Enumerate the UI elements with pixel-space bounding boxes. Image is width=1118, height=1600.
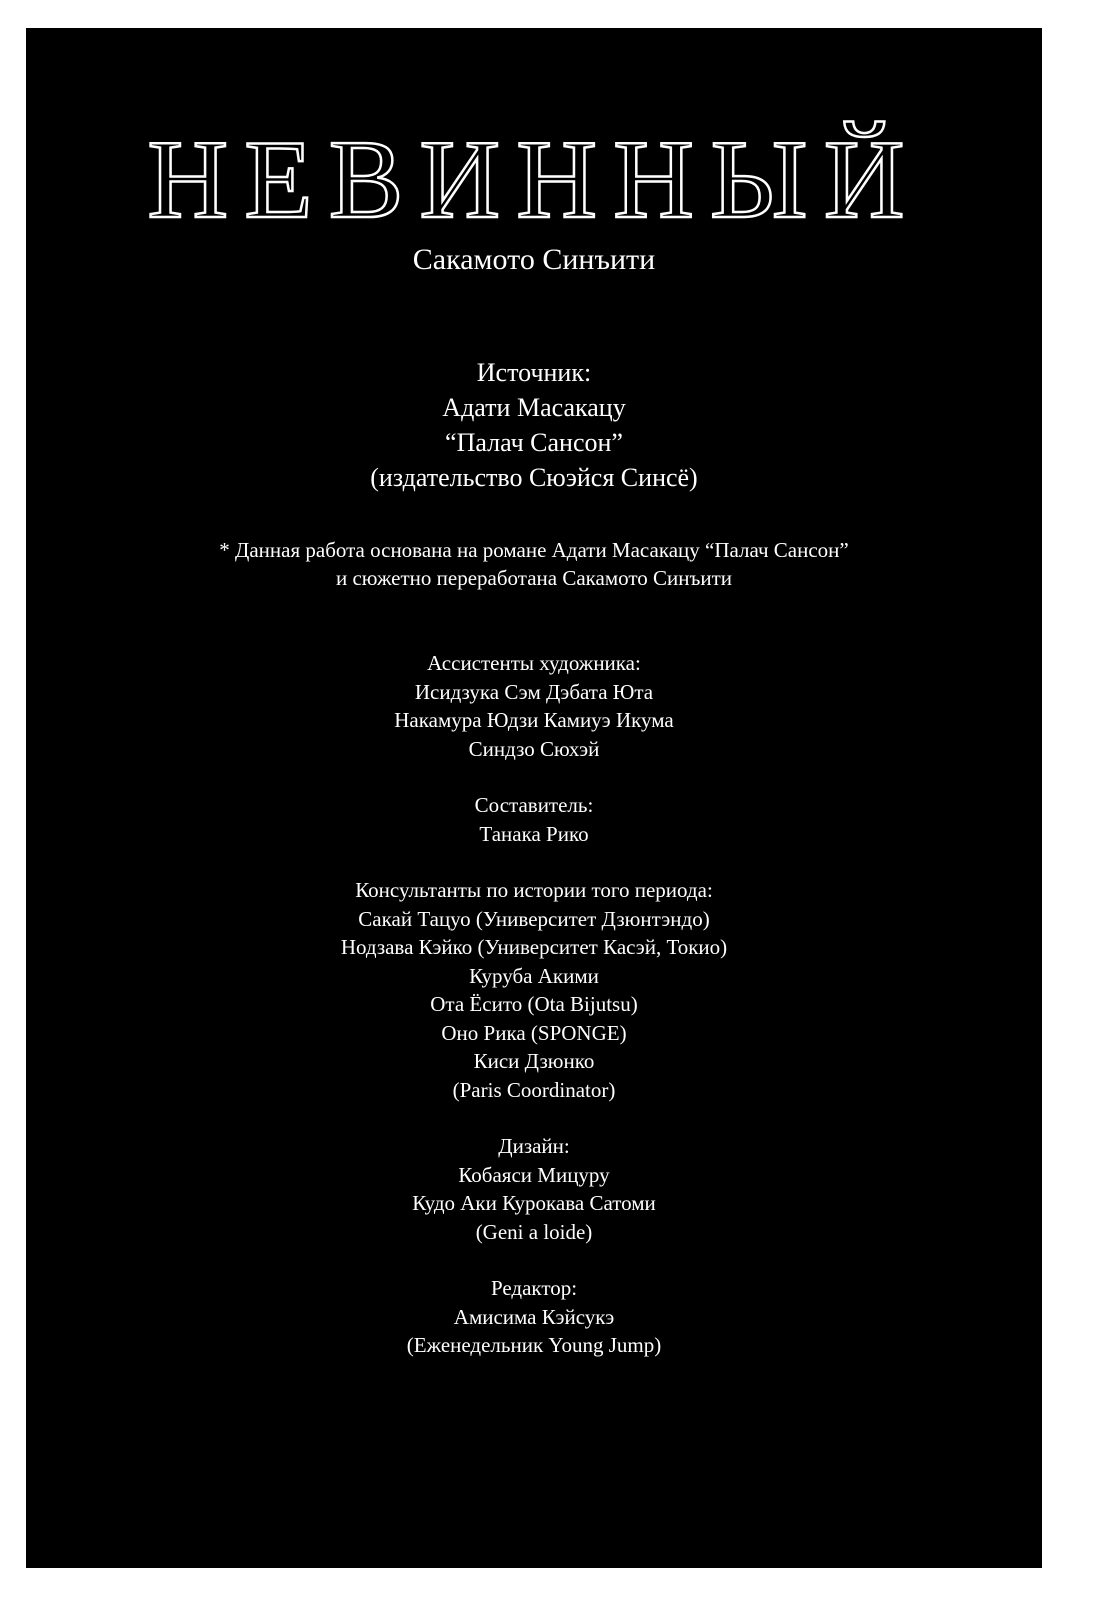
compiler-section xyxy=(26,791,1042,848)
credit-line: Исидзука Сэм Дэбата Юта xyxy=(414,679,654,704)
assistants-heading: Ассистенты художника: xyxy=(427,651,641,675)
credit-line: Кобаяси Мицуру xyxy=(458,1162,610,1187)
book-title: НЕВИННЫЙ xyxy=(147,118,921,242)
credit-line: Сакай Тацуо (Университет Дзюнтэндо) xyxy=(358,906,710,931)
consultants-section xyxy=(26,876,1042,1104)
editor-heading: Редактор: xyxy=(490,1276,578,1300)
source-publisher: (издательство Сюэйся Синсё) xyxy=(370,463,698,492)
note-line: * Данная работа основана на романе Адати Масакацу “Палач Сансон” xyxy=(219,538,849,562)
consultants-heading: Консультанты по истории того периода: xyxy=(355,878,713,902)
credit-line: Синдзо Сюхэй xyxy=(468,736,600,761)
credit-line: (Paris Coordinator) xyxy=(452,1077,616,1102)
credit-line: Танака Рико xyxy=(479,821,589,846)
design-heading: Дизайн: xyxy=(498,1134,570,1158)
assistants-section xyxy=(26,649,1042,763)
staff-credits xyxy=(26,649,1042,1360)
source-author: Адати Масакацу xyxy=(442,393,626,422)
design-section xyxy=(26,1132,1042,1246)
credit-line: Накамура Юдзи Камиуэ Икума xyxy=(394,708,674,732)
credit-line: Оно Рика (SPONGE) xyxy=(441,1020,627,1045)
compiler-heading: Составитель: xyxy=(474,793,594,817)
credit-line: Ота Ёсито (Ota Bijutsu) xyxy=(430,992,638,1016)
editor-section xyxy=(26,1274,1042,1360)
author-name: Сакамото Синъити xyxy=(412,243,656,276)
credit-line: Кудо Аки Курокава Сатоми xyxy=(412,1191,656,1215)
note-line: и сюжетно переработана Сакамото Синъити xyxy=(335,566,733,590)
source-section xyxy=(26,355,1042,495)
source-heading: Источник: xyxy=(476,358,592,387)
credit-line: Киси Дзюнко xyxy=(473,1049,595,1073)
credit-line: (Geni a loide) xyxy=(475,1219,593,1244)
credit-line: (Еженедельник Young Jump) xyxy=(406,1333,662,1357)
credit-line: Куруба Акими xyxy=(469,963,599,988)
credit-line: Амисима Кэйсукэ xyxy=(453,1304,615,1329)
source-work: “Палач Сансон” xyxy=(445,428,623,457)
credits-page xyxy=(26,28,1042,1568)
adaptation-note xyxy=(26,536,1042,592)
credit-line: Нодзава Кэйко (Университет Касэй, Токио) xyxy=(340,935,728,959)
